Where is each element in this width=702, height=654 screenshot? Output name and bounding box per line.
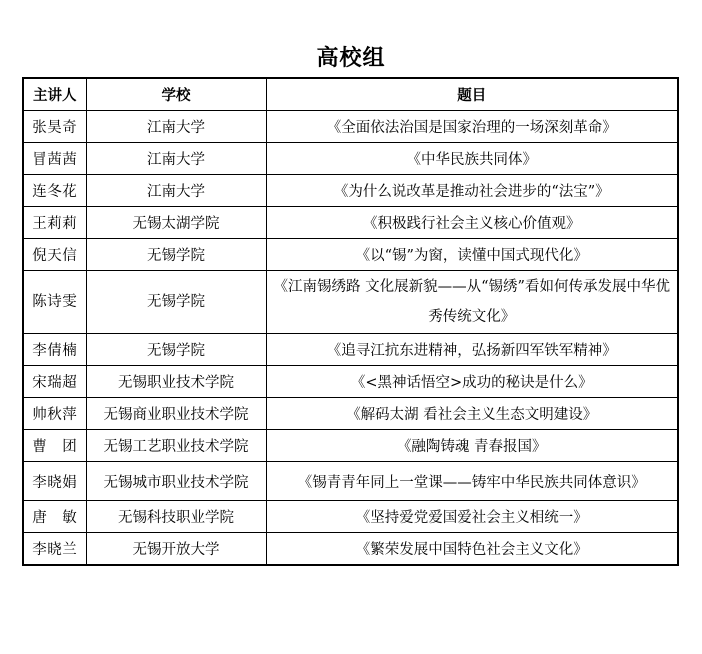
speaker-cell: 倪天信	[23, 239, 86, 271]
speaker-cell: 唐 敏	[23, 501, 86, 533]
table-row	[23, 334, 678, 366]
topic-cell: 《江南锡绣路 文化展新貌——从“锡绣”看如何传承发展中华优秀传统文化》	[266, 271, 678, 334]
page-title: 高校组	[316, 46, 386, 71]
school-cell: 无锡开放大学	[86, 533, 266, 566]
speaker-cell: 连冬花	[23, 175, 86, 207]
speaker-cell: 张昊奇	[23, 111, 86, 143]
table-row	[23, 111, 678, 143]
table-row	[23, 533, 678, 566]
topic-cell: 《追寻江抗东进精神，弘扬新四军铁军精神》	[266, 334, 678, 366]
table-row	[23, 501, 678, 533]
table-row	[23, 430, 678, 462]
topic-cell: 《积极践行社会主义核心价值观》	[266, 207, 678, 239]
speaker-cell: 李晓兰	[23, 533, 86, 566]
school-cell: 无锡太湖学院	[86, 207, 266, 239]
header-topic: 题目	[266, 78, 678, 111]
speaker-cell: 陈诗雯	[23, 271, 86, 334]
speaker-cell: 宋瑞超	[23, 366, 86, 398]
table-row	[23, 207, 678, 239]
school-cell: 无锡工艺职业技术学院	[86, 430, 266, 462]
school-cell: 江南大学	[86, 175, 266, 207]
topic-cell: 《锡青青年同上一堂课——铸牢中华民族共同体意识》	[266, 462, 678, 501]
school-cell: 无锡城市职业技术学院	[86, 462, 266, 501]
school-cell: 无锡商业职业技术学院	[86, 398, 266, 430]
school-cell: 无锡职业技术学院	[86, 366, 266, 398]
table-header-row	[23, 78, 678, 111]
table-row	[23, 239, 678, 271]
speaker-cell: 李晓娟	[23, 462, 86, 501]
school-cell: 江南大学	[86, 111, 266, 143]
topic-cell: 《解码太湖 看社会主义生态文明建设》	[266, 398, 678, 430]
school-cell: 无锡学院	[86, 239, 266, 271]
speaker-table	[22, 77, 679, 566]
table-row	[23, 462, 678, 501]
topic-cell: 《中华民族共同体》	[266, 143, 678, 175]
school-cell: 无锡学院	[86, 271, 266, 334]
speaker-cell: 帅秋萍	[23, 398, 86, 430]
speaker-cell: 王莉莉	[23, 207, 86, 239]
speaker-cell: 李倩楠	[23, 334, 86, 366]
topic-cell: 《以“锡”为窗，读懂中国式现代化》	[266, 239, 678, 271]
topic-cell: 《融陶铸魂 青春报国》	[266, 430, 678, 462]
table-row	[23, 175, 678, 207]
topic-cell: 《繁荣发展中国特色社会主义文化》	[266, 533, 678, 566]
table-row	[23, 271, 678, 334]
topic-cell: 《全面依法治国是国家治理的一场深刻革命》	[266, 111, 678, 143]
speaker-cell: 冒茜茜	[23, 143, 86, 175]
topic-cell: 《坚持爱党爱国爱社会主义相统一》	[266, 501, 678, 533]
topic-cell: 《为什么说改革是推动社会进步的“法宝”》	[266, 175, 678, 207]
topic-cell: 《<黑神话悟空>成功的秘诀是什么》	[266, 366, 678, 398]
table-row	[23, 143, 678, 175]
table-row	[23, 398, 678, 430]
speaker-cell: 曹 团	[23, 430, 86, 462]
header-speaker: 主讲人	[23, 78, 86, 111]
school-cell: 无锡学院	[86, 334, 266, 366]
header-school: 学校	[86, 78, 266, 111]
school-cell: 江南大学	[86, 143, 266, 175]
school-cell: 无锡科技职业学院	[86, 501, 266, 533]
table-row	[23, 366, 678, 398]
